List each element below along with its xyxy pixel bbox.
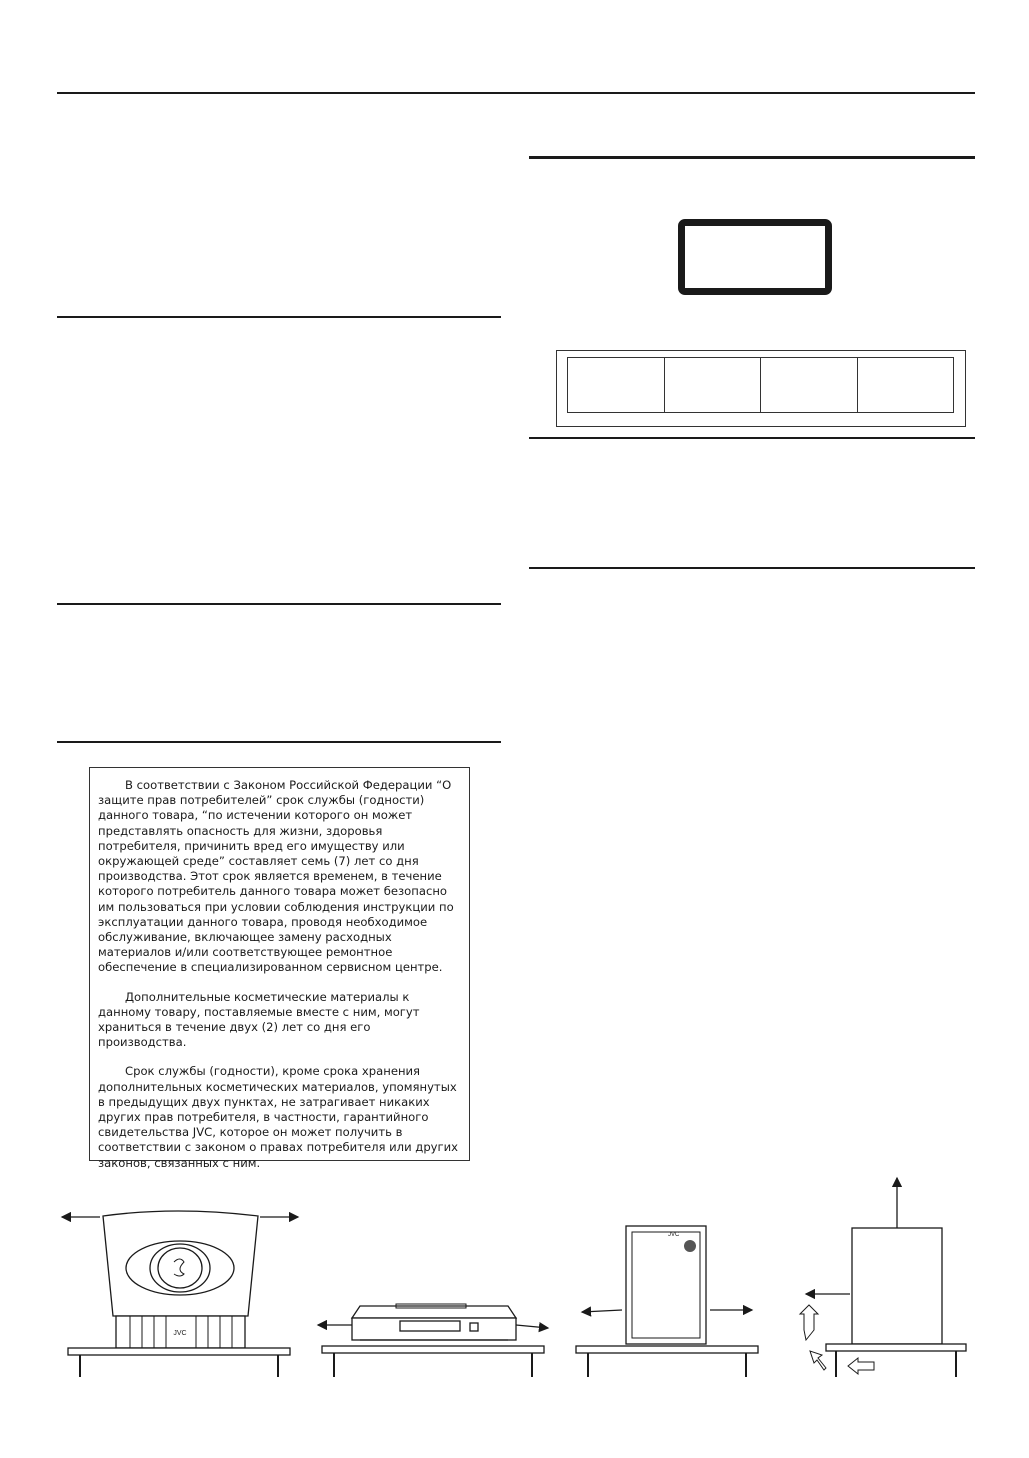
illustration-box-clearance xyxy=(800,1178,966,1377)
brand-logo-3: JVC xyxy=(668,1232,680,1238)
section-rule-right-3 xyxy=(529,567,975,569)
label-table-frame xyxy=(556,350,966,427)
placement-illustrations xyxy=(0,1170,1029,1390)
section-rule-left-1 xyxy=(57,316,501,318)
section-rule-right-2 xyxy=(529,437,975,439)
top-rule xyxy=(57,92,975,94)
notice-paragraph: В соответствии с Законом Российской Федерации “О защите прав потребителей” срок службы (годности) данного товара, “по истечении которого он может представлять опасность для жизни, здоровья потребителя, причинить вред его имуществу или окружающей среде” составляет семь (7) лет со дня производства. Этот срок является временем, в течение которого потребитель данного товара может безопасно им пользоваться при условии соблюдения инструкции по эксплуатации данного товара, проводя необходимое обслуживание, включающее замену расходных материалов и/или соответствующее ремонтное обеспечение в специализированном сервисном центре. xyxy=(98,778,454,975)
label-table xyxy=(567,357,954,413)
illustration-speaker-unit xyxy=(62,1211,298,1377)
illustration-main-unit xyxy=(318,1304,548,1377)
label-table-cell xyxy=(665,358,762,412)
service-life-notice xyxy=(89,767,470,1170)
illustration-tall-unit xyxy=(576,1226,758,1377)
label-table-cell xyxy=(858,358,954,412)
notice-paragraph: Дополнительные косметические материалы к данному товару, поставляемые вместе с ним, могут храниться в течение двух (2) лет со дня его производства. xyxy=(98,989,420,1050)
brand-logo-1: JVC xyxy=(173,1330,187,1337)
section-rule-left-2 xyxy=(57,603,501,605)
section-rule-right-1 xyxy=(529,156,975,159)
label-table-cell xyxy=(568,358,665,412)
section-rule-left-3 xyxy=(57,741,501,743)
class-label-frame xyxy=(678,219,832,295)
label-table-cell xyxy=(761,358,858,412)
notice-paragraph: Срок службы (годности), кроме срока хранения дополнительных косметических материалов, упомянутых в предыдущих двух пунктах, не затрагивает никаких других прав потребителя, в частности, гарантийного свидетельства JVC, которое он может получить в соответствии с законом о правах потребителя или других законов, связанных с ним. xyxy=(98,1064,459,1170)
